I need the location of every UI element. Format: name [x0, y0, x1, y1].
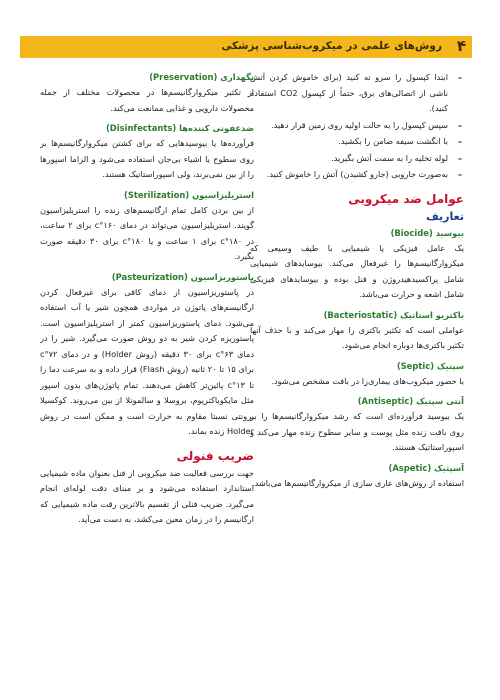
list-item: – سپس کپسول را به حالت اولیه روی زمین قرار دهید. [250, 118, 464, 134]
term-title-pasteurization: پاستوریزاسیون (Pasteurization) [111, 271, 254, 282]
list-item: – به‌صورت جاروبی (جارو کشیدن) آتش را خاموش کنید. [250, 167, 464, 183]
term-body-aseptic: استفاده از روش‌های عاری سازی از میکروارگانیسم‌ها می‌باشد. [252, 477, 464, 488]
term-body-sterilization: از بین بردن کامل تمام ارگانیسم‌های زنده را استریلیزاسیون گویند. استریلیزاسیون می‌تواند در دمای ۱۶۰°c برای ۲ ساعت، در ۱۸۰°c برای ۱ ساعت و یا ۱۸۰°c برای ۳۰ دقیقه صورت بگیرد. [40, 204, 254, 261]
dash-bullet-icon: – [457, 119, 462, 130]
dash-bullet-icon: – [457, 136, 462, 146]
term-title-biocide: بیوسید (Biocide) [390, 227, 464, 238]
extinguisher-steps [250, 70, 464, 183]
list-item: – لوله تخلیه را به سمت آتش بگیرید. [250, 151, 464, 167]
section-title-phenol-coefficient: ضریب فنولی [176, 448, 254, 463]
page-number: ۴ [456, 37, 466, 55]
dash-bullet-icon: – [457, 152, 462, 163]
section-body-phenol-coefficient: جهت بررسی فعالیت ضد میکروبی از فنل بعنوان ماده شیمیایی استاندارد استفاده می‌شود و بر مبنای دقت لوله‌ای انجام می‌گیرد. ضریب فنلی از تقسیم بالاترین رقت ماده شیمیایی که ارگانیسم را در زمان معین می‌کشد، به دست می‌آید. [40, 467, 254, 524]
term-title-bacteriostatic: باکتریو استاتیک (Bacteriostatic) [323, 309, 464, 320]
term-body-septic: با حضور میکروب‌های بیماری‌زا در بافت مشخص می‌شود. [271, 375, 464, 386]
subsection-title-definitions: تعاریف [425, 209, 464, 223]
dash-bullet-icon: – [457, 72, 462, 82]
term-body-pasteurization: در پاستوریزاسیون از دمای کافی برای غیرفعال کردن ارگانیسم‌های پاتوژن در مواردی همچون شیر یا آب استفاده می‌شود. دمای پاستوریزاسیون کمتر از استریلیزاسیون است. پاستوریزه کردن شیر به دو روش صورت می‌گیرد. شیر را در دمای ۶۳°c برای ۳۰ دقیقه (روش Holder) و در دمای ۷۲°c برای ۱۵ تا ۲۰ ثانیه (روش Flash) قرار داده و به سرعت دما را تا ۱۳°c پائین‌تر کاهش می‌دهند. تمام پاتوژن‌های بدون اسپور مثل مایکوباکتریوم، بروسلا و سالمونلا از بین می‌روند. کوکسیلا برونتی نسبتا مقاوم به حرارت است و ممکن است در روش Holder زنده بماند. [40, 286, 254, 436]
running-title: روش‌های علمی در میکروب‌شناسی پزشکی [221, 40, 442, 52]
term-body-preservation: از تکثیر میکروارگانیسم‌ها در محصولات مختلف از جمله محصولات دارویی و غذایی ممانعت می‌کند. [40, 87, 254, 113]
page-header [20, 36, 472, 60]
right-column [250, 70, 464, 685]
term-title-preservation: نگهداری (Preservation) [149, 72, 254, 82]
term-title-disinfectants: ضدعفونی کننده‌ها (Disinfectants) [105, 123, 254, 133]
term-title-aseptic: آسپتیک (Aspetic) [388, 462, 464, 473]
term-body-antiseptic: یک بیوسید فرآورده‌ای است که رشد میکروارگانیسم‌ها را بر روی بافت زنده مثل پوست و سایر سطوح زنده مهار می‌کند و اسپوراستاتیک هستند. [250, 411, 464, 452]
term-title-septic: سپتیک (Septic) [396, 360, 464, 371]
list-item: – ابتدا کپسول را سرو ته کنید (برای خاموش کردن آتش ناشی از اتصالی‌های برق، حتماً از کپسول CO2 استفاده کنید). [250, 72, 462, 113]
term-body-biocide: یک عامل فیزیکی یا شیمیایی با طیف وسیعی که میکروارگانیسم‌ها را غیرفعال می‌کند. بیوسایدهای شیمیایی شامل پراکسیدهیدروژن و فنل بوده و بیوسایدهای فیزیکی شامل اشعه و حرارت می‌باشد. [250, 242, 464, 299]
term-title-antiseptic: آنتی سپتیک (Antiseptic) [357, 396, 464, 406]
dash-bullet-icon: – [457, 169, 462, 179]
list-item: – با انگشت سیفه ضامن را بکشید. [250, 134, 464, 150]
term-title-sterilization: استریلیزاسیون (Sterilization) [123, 189, 254, 200]
term-body-disinfectants: فرآورده‌ها یا بیوسیدهایی که برای کشتن میکروارگانیسم‌ها بر روی سطوح یا اشیاء بی‌جان استفاده می‌شود و الزاما اسپورها را از بین نمی‌برند، ولی اسپوراستاتیک هستند. [40, 138, 254, 179]
term-body-bacteriostatic: عواملی است که تکثیر باکتری را مهار می‌کند و با حذف آنها تکثیر باکتری‌ها دوباره انجام می‌شود. [250, 324, 464, 350]
section-title-antimicrobial: عوامل ضد میکروبی [348, 191, 464, 206]
left-column [40, 70, 254, 685]
